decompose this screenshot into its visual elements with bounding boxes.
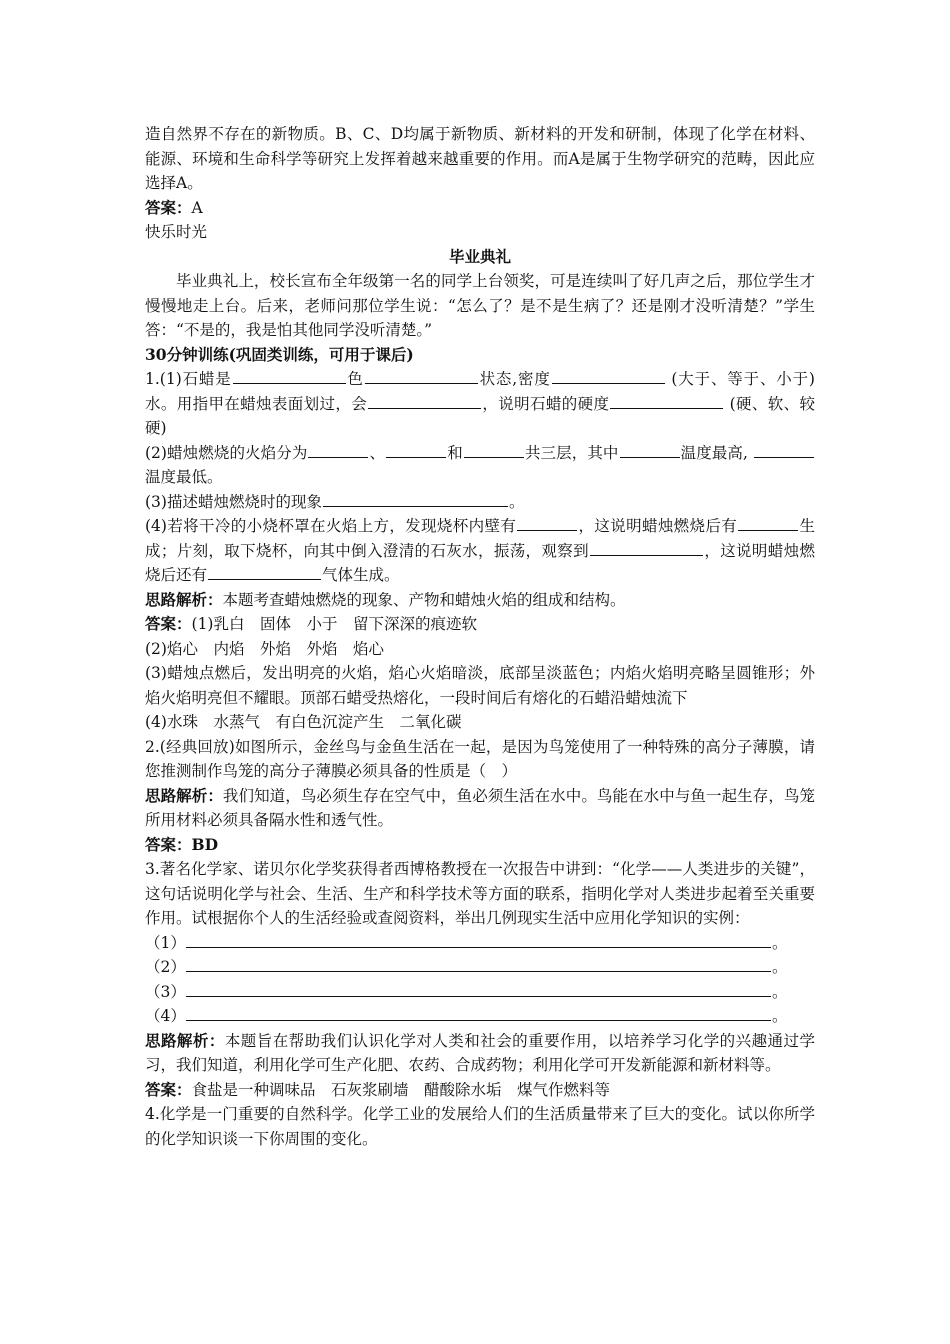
answer-blank[interactable]: [186, 955, 771, 972]
question-3: 3.著名化学家、诺贝尔化学奖获得者西博格教授在一次报告中讲到：“化学——人类进步的关键”，这句话说明化学与社会、生活、生产和科学技术等方面的联系，指明化学对人类进步起着至关重要作用。试根据你个人的生活经验或查阅资料，举出几例现实生活中应用化学知识的实例：: [145, 860, 815, 927]
answer-blank[interactable]: [365, 367, 478, 384]
answer-blank[interactable]: [186, 1004, 771, 1021]
answer-blank[interactable]: [552, 367, 665, 384]
answer-blank[interactable]: [610, 392, 723, 409]
answer-1-line-2: (2)焰心 内焰 外焰 外焰 焰心: [145, 639, 384, 658]
document-page: [145, 122, 815, 1151]
section-heading: 30分钟训练(巩固类训练，可用于课后): [145, 344, 414, 364]
answer-blank[interactable]: [233, 367, 346, 384]
answer-blank[interactable]: [386, 441, 446, 458]
story-title: 毕业典礼: [448, 246, 511, 266]
answer-blank[interactable]: [620, 441, 680, 458]
answer-blank[interactable]: [186, 980, 771, 997]
answer-blank[interactable]: [517, 514, 577, 531]
question-2: 2.(经典回放)如图所示，金丝鸟与金鱼生活在一起，是因为鸟笼使用了一种特殊的高分子薄膜，请您推测制作鸟笼的高分子薄膜必须具备的性质是（ ）: [145, 737, 815, 780]
question-1-part-3: (3)描述蜡烛燃烧时的现象 。: [145, 490, 815, 515]
fill-line-3: （3） 。: [145, 980, 815, 1005]
answer-blank[interactable]: [464, 441, 524, 458]
answer-blank[interactable]: [368, 392, 481, 409]
answer-blank[interactable]: [738, 514, 798, 531]
fill-line-1: （1） 。: [145, 931, 815, 956]
paragraph-continued: 造自然界不存在的新物质。B、C、D均属于新物质、新材料的开发和研制，体现了化学在材料、能源、环境和生命科学等研究上发挥着越来越重要的作用。而A是属于生物学研究的范畴，因此应选择A。: [145, 125, 815, 192]
analysis-1: 思路解析：本题考查蜡烛燃烧的现象、产物和蜡烛火焰的组成和结构。: [145, 589, 626, 609]
story-text: 毕业典礼上，校长宣布全年级第一名的同学上台领奖，可是连续叫了好几声之后，那位学生才慢慢地走上台。后来，老师问那位学生说：“怎么了？是不是生病了？还是刚才没听清楚？”学生答：“不是的，我是怕其他同学没听清楚。”: [145, 272, 815, 339]
answer-blank[interactable]: [186, 931, 771, 948]
answer-blank[interactable]: [308, 441, 368, 458]
answer-blank[interactable]: [323, 490, 508, 507]
question-1-part-2: (2)蜡烛燃烧的火焰分为 、 和 共三层，其中 温度最高, 温度最低。: [145, 441, 815, 490]
answer-3: 答案：食盐是一种调味品 石灰浆刷墙 醋酸除水垢 煤气作燃料等: [145, 1079, 611, 1099]
answer-label: 答案：: [145, 197, 192, 217]
answer-1: 答案：(1)乳白 固体 小于 留下深深的痕迹软: [145, 614, 477, 633]
answer-value: A: [191, 198, 203, 217]
answer-blank[interactable]: [590, 539, 703, 556]
analysis-2: 思路解析：我们知道，鸟必须生存在空气中，鱼必须生活在水中。鸟能在水中与鱼一起生存，鸟笼所用材料必须具备隔水性和透气性。: [145, 785, 815, 829]
question-1-part-1: 1.(1)石蜡是 色 状态,密度 (大于、等于、小于)水。用指甲在蜡烛表面划过，会 ，说明石蜡的硬度 (硬、软、较硬): [145, 367, 815, 441]
analysis-3: 思路解析：本题旨在帮助我们认识化学对人类和社会的重要作用，以培养学习化学的兴趣通过学习，我们知道，利用化学可生产化肥、农药、合成药物；利用化学可开发新能源和新材料等。: [145, 1030, 815, 1074]
answer-2: 答案：BD: [145, 834, 219, 854]
fill-line-4: （4） 。: [145, 1004, 815, 1029]
question-4: 4.化学是一门重要的自然科学。化学工业的发展给人们的生活质量带来了巨大的变化。试以你所学的化学知识谈一下你周围的变化。: [145, 1105, 815, 1148]
question-1-part-4: (4)若将干冷的小烧杯罩在火焰上方，发现烧杯内壁有 ，这说明蜡烛燃烧后有 生成；片刻，取下烧杯，向其中倒入澄清的石灰水，振荡，观察到 ，这说明蜡烛燃烧后还有 气体生成。: [145, 514, 815, 588]
answer-blank[interactable]: [754, 441, 814, 458]
answer-line: [145, 196, 815, 221]
happy-time-heading: 快乐时光: [145, 223, 208, 241]
fill-line-2: （2） 。: [145, 955, 815, 980]
answer-1-line-4: (4)水珠 水蒸气 有白色沉淀产生 二氧化碳: [145, 713, 462, 731]
answer-blank[interactable]: [208, 563, 321, 580]
answer-1-line-3: (3)蜡烛点燃后，发出明亮的火焰，焰心火焰暗淡，底部呈淡蓝色；内焰火焰明亮略呈圆锥形；外焰火焰明亮但不耀眼。顶部石蜡受热熔化，一段时间后有熔化的石蜡沿蜡烛流下: [145, 664, 815, 707]
